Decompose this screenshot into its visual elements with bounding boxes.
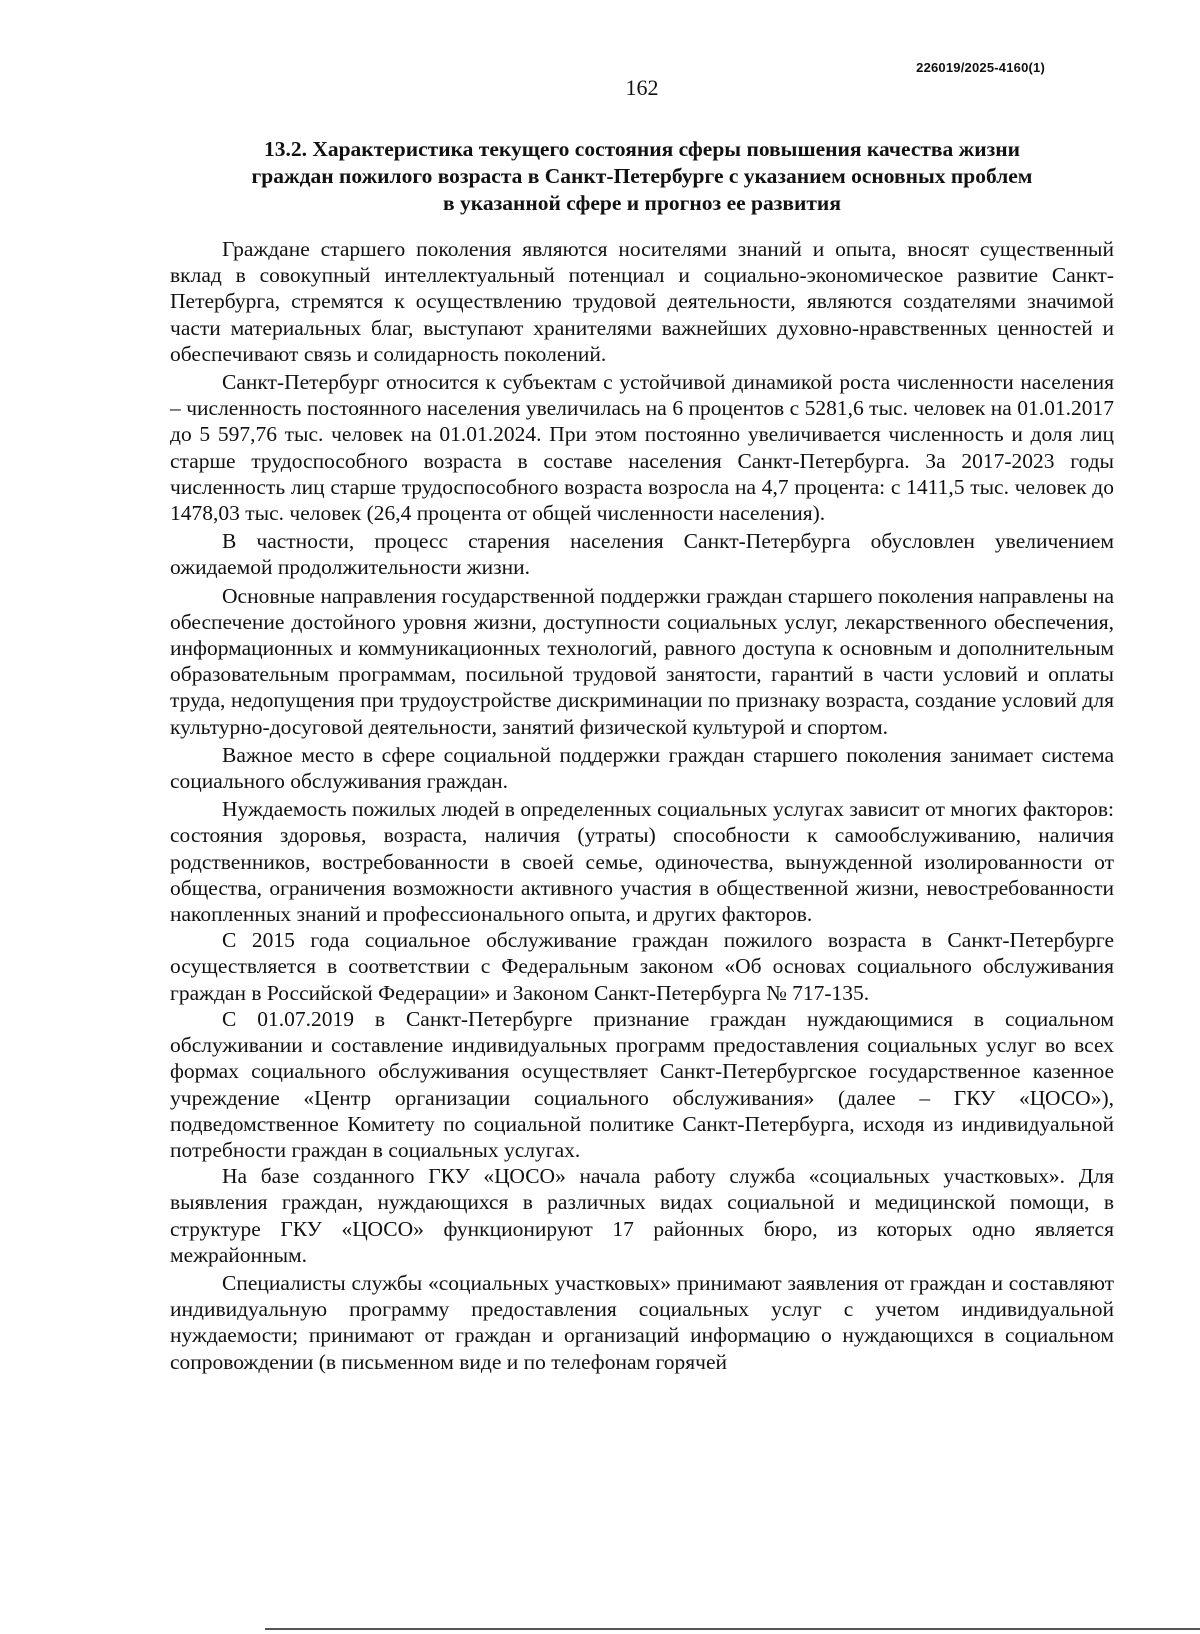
document-registration-number: 226019/2025-4160(1) (916, 60, 1045, 75)
paragraph: Специалисты службы «социальных участковых» принимают заявления от граждан и составляют индивидуальную программу предоставления социальных услуг с учетом индивидуальной нуждаемости; принимают от граждан и организаций информацию о нуждающихся в социальном сопровождении (в письменном виде и по телефонам горячей (170, 1270, 1114, 1374)
section-heading (170, 136, 1114, 217)
paragraph: На базе созданного ГКУ «ЦОСО» начала работу служба «социальных участковых». Для выявления граждан, нуждающихся в различных видах социальной и медицинской помощи, в структуре ГКУ «ЦОСО» функционируют 17 районных бюро, из которых одно является межрайонным. (170, 1164, 1114, 1267)
page-number: 162 (625, 75, 659, 100)
paragraph: Основные направления государственной поддержки граждан старшего поколения направлены на обеспечение достойного уровня жизни, доступности социальных услуг, лекарственного обеспечения, информационных и коммуникационных технологий, равного доступа к основным и дополнительным образовательным программам, посильной трудовой занятости, гарантий в части условий и оплаты труда, недопущения при трудоустройстве дискриминации по признаку возраста, создание условий для культурно-досуговой деятельности, занятий физической культурой и спортом. (170, 583, 1114, 739)
scan-edge-line (265, 1628, 1200, 1630)
section-heading-line: граждан пожилого возраста в Санкт-Петербурге с указанием основных проблем (251, 164, 1033, 188)
section-heading-line: 13.2. Характеристика текущего состояния сферы повышения качества жизни (263, 137, 1021, 161)
paragraph: С 2015 года социальное обслуживание граждан пожилого возраста в Санкт-Петербурге осуществляется в соответствии с Федеральным законом «Об основах социального обслуживания граждан в Российской Федерации» и Законом Санкт-Петербурга № 717-135. (170, 928, 1114, 1005)
paragraph: В частности, процесс старения населения Санкт-Петербурга обусловлен увеличением ожидаемой продолжительности жизни. (170, 529, 1114, 580)
paragraph: Важное место в сфере социальной поддержки граждан старшего поколения занимает система социального обслуживания граждан. (170, 742, 1114, 794)
paragraph: Нуждаемость пожилых людей в определенных социальных услугах зависит от многих факторов: состояния здоровья, возраста, наличия (утраты) способности к самообслуживанию, наличия родственников, востребованности в своей семье, одиночества, вынужденной изолированности от общества, ограничения возможности активного участия в общественной жизни, невостребованности накопленных знаний и профессионального опыта, и других факторов. (170, 797, 1114, 927)
section-heading-line: в указанной сфере и прогноз ее развития (443, 191, 841, 215)
paragraph: Санкт-Петербург относится к субъектам с устойчивой динамикой роста численности населения – численность постоянного населения увеличилась на 6 процентов с 5281,6 тыс. человек на 01.01.2017 до 5 597,76 тыс. человек на 01.01.2024. При этом постоянно увеличивается численность и доля лиц старше трудоспособного возраста в составе населения Санкт-Петербурга. За 2017-2023 годы численность лиц старше трудоспособного возраста возросла на 4,7 процента: с 1411,5 тыс. человек до 1478,03 тыс. человек (26,4 процента от общей численности населения). (170, 370, 1114, 526)
body-text (170, 236, 1114, 1375)
paragraph: Граждане старшего поколения являются носителями знаний и опыта, вносят существенный вклад в совокупный интеллектуальный потенциал и социально-экономическое развитие Санкт-Петербурга, стремятся к осуществлению трудовой деятельности, являются создателями значимой части материальных благ, выступают хранителями важнейших духовно-нравственных ценностей и обеспечивают связь и солидарность поколений. (170, 237, 1114, 366)
paragraph: С 01.07.2019 в Санкт-Петербурге признание граждан нуждающимися в социальном обслуживании и составление индивидуальных программ предоставления социальных услуг во всех формах социального обслуживания осуществляет Санкт-Петербургское государственное казенное учреждение «Центр организации социального обслуживания» (далее – ГКУ «ЦОСО»), подведомственное Комитету по социальной политике Санкт-Петербурга, исходя из индивидуальной потребности граждан в социальных услугах. (170, 1006, 1114, 1162)
